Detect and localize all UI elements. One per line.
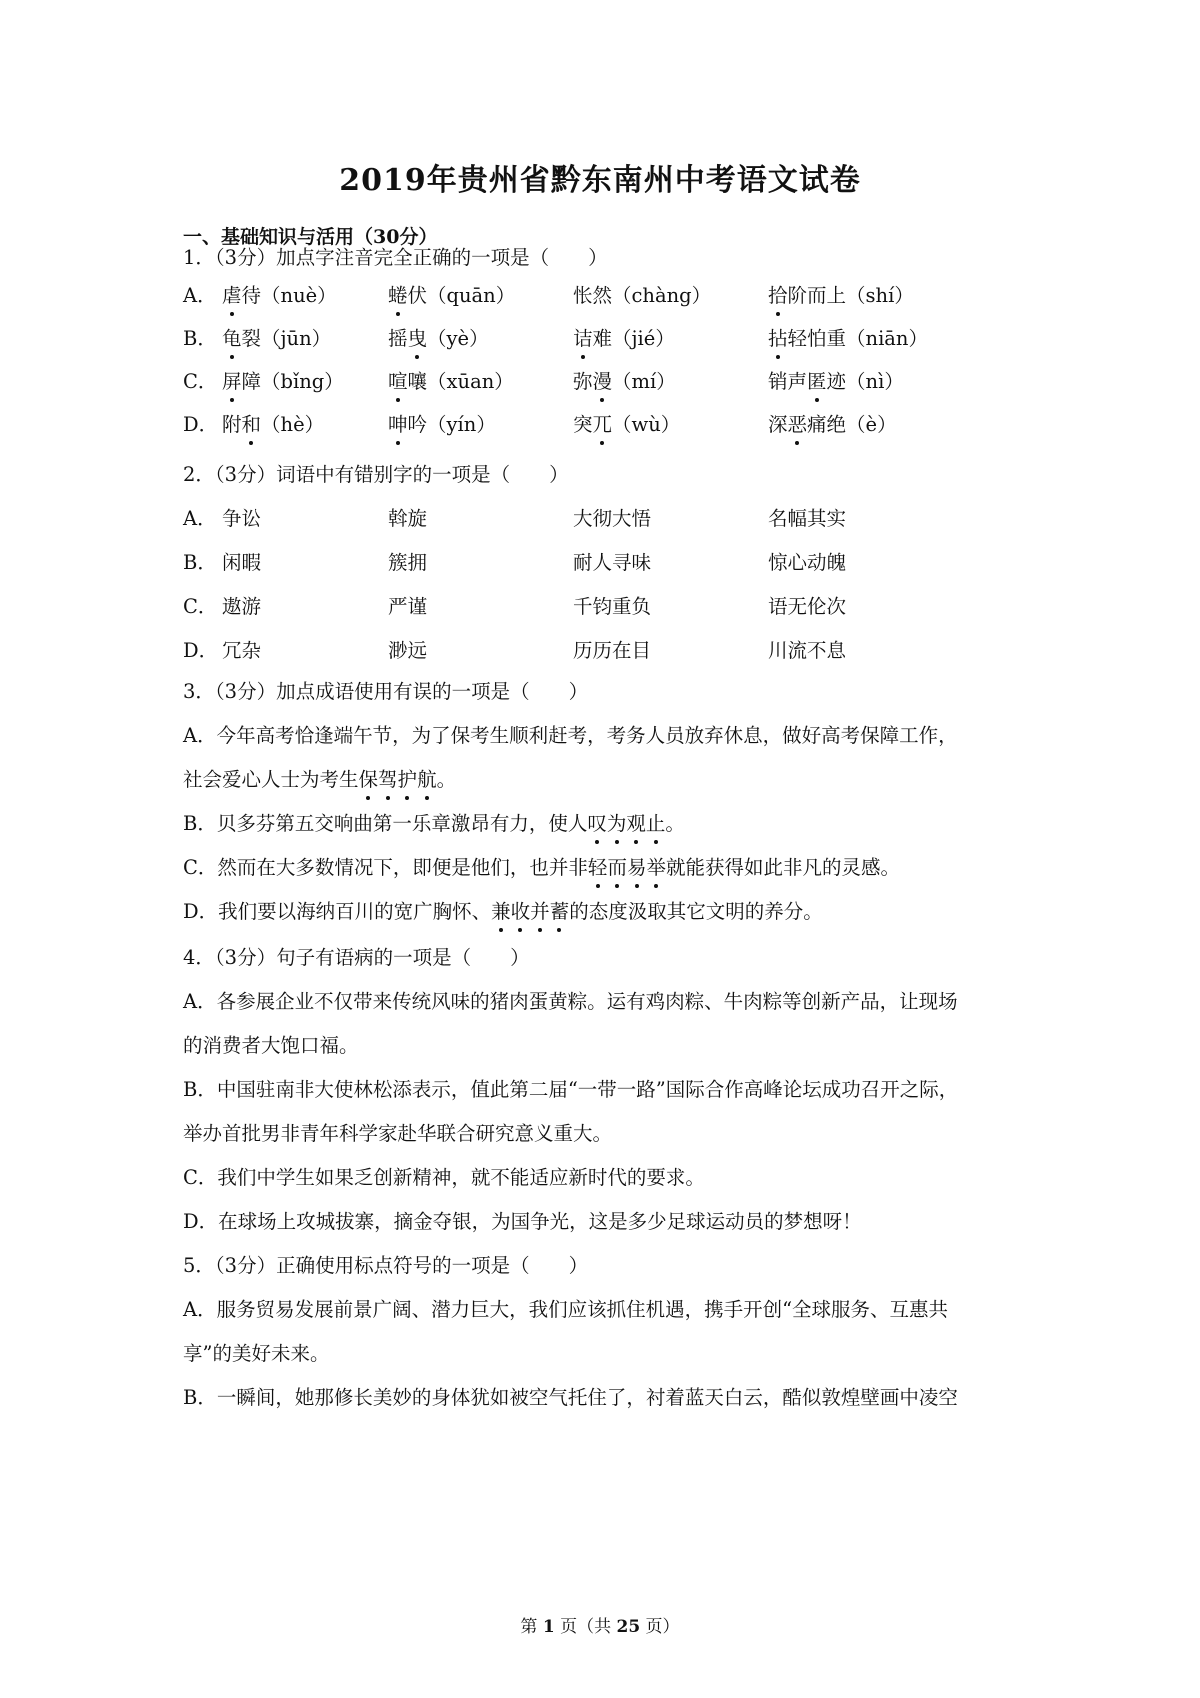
dotted-char: 兀 bbox=[593, 411, 613, 439]
dotted-idiom bbox=[491, 900, 569, 923]
dotted-char: 易 bbox=[627, 854, 647, 882]
question-3-option-b: B．贝多芬第五交响曲第一乐章激昂有力，使人叹为观止。 bbox=[183, 810, 685, 838]
dotted-char: 为 bbox=[607, 810, 627, 838]
dotted-char: 保 bbox=[359, 766, 379, 794]
option-item: 闲暇 bbox=[222, 551, 262, 574]
section-heading: 一、基础知识与活用（30分） bbox=[183, 226, 438, 248]
dotted-char: 屏 bbox=[222, 368, 242, 396]
option-item: 大彻大悟 bbox=[573, 507, 652, 530]
option-label: A． bbox=[183, 507, 217, 530]
option-item: 销声匿迹（nì） bbox=[768, 368, 904, 396]
dotted-char: 曳 bbox=[408, 325, 428, 353]
dotted-char: 航 bbox=[417, 766, 437, 794]
option-item: 龟裂（jūn） bbox=[222, 325, 331, 353]
option-label: C． bbox=[183, 595, 218, 618]
option-item: 虐待（nuè） bbox=[222, 282, 337, 310]
option-label: B． bbox=[183, 551, 217, 574]
dotted-char: 喧 bbox=[388, 368, 408, 396]
dotted-char: 呻 bbox=[388, 411, 408, 439]
dotted-idiom bbox=[359, 768, 437, 791]
option-item: 千钧重负 bbox=[573, 595, 652, 618]
option-label: C． bbox=[183, 370, 218, 393]
question-4-option-c: C．我们中学生如果乏创新精神，就不能适应新时代的要求。 bbox=[183, 1166, 705, 1189]
dotted-char: 观 bbox=[626, 810, 646, 838]
dotted-char: 叹 bbox=[587, 810, 607, 838]
option-item: 簇拥 bbox=[388, 551, 428, 574]
option-item: 争讼 bbox=[222, 507, 262, 530]
option-item: 突兀（wù） bbox=[573, 411, 680, 439]
dotted-char: 龟 bbox=[222, 325, 242, 353]
option-item: 诘难（jié） bbox=[573, 325, 675, 353]
option-item: 怅然（chàng） bbox=[573, 284, 712, 307]
option-item: 深恶痛绝（è） bbox=[768, 411, 897, 439]
option-item: 蜷伏（quān） bbox=[388, 282, 515, 310]
question-5-option-b-line1: B．一瞬间，她那修长美妙的身体犹如被空气托住了，衬着蓝天白云，酷似敦煌壁画中凌空 bbox=[183, 1386, 958, 1409]
option-item: 喧嚷（xūan） bbox=[388, 368, 514, 396]
dotted-char: 匿 bbox=[807, 368, 827, 396]
option-item: 呻吟（yín） bbox=[388, 411, 496, 439]
question-3-option-a-line1: A．今年高考恰逢端午节，为了保考生顺利赶考，考务人员放弃休息，做好高考保障工作， bbox=[183, 724, 958, 747]
dotted-char: 蓄 bbox=[550, 898, 570, 926]
dotted-char: 驾 bbox=[378, 766, 398, 794]
dotted-char: 恶 bbox=[788, 411, 808, 439]
option-item: 摇曳（yè） bbox=[388, 325, 489, 353]
option-item: 名幅其实 bbox=[768, 507, 847, 530]
dotted-idiom bbox=[587, 812, 665, 835]
question-5-option-a-line1: A．服务贸易发展前景广阔、潜力巨大，我们应该抓住机遇，携手开创“全球服务、互惠共 bbox=[183, 1298, 949, 1321]
dotted-char: 诘 bbox=[573, 325, 593, 353]
option-item: 惊心动魄 bbox=[768, 551, 847, 574]
page-number: 1 bbox=[542, 1617, 555, 1637]
option-item: 历历在目 bbox=[573, 639, 652, 662]
question-5-option-a-line2: 享”的美好未来。 bbox=[183, 1342, 330, 1365]
dotted-char: 兼 bbox=[491, 898, 511, 926]
option-item: 渺远 bbox=[388, 639, 428, 662]
option-item: 屏障（bǐng） bbox=[222, 368, 344, 396]
dotted-char: 拈 bbox=[768, 325, 788, 353]
dotted-char: 护 bbox=[398, 766, 418, 794]
option-item: 严谨 bbox=[388, 595, 428, 618]
dotted-char: 和 bbox=[242, 411, 262, 439]
dotted-char: 轻 bbox=[588, 854, 608, 882]
option-label: B． bbox=[183, 327, 217, 350]
dotted-char: 而 bbox=[607, 854, 627, 882]
question-4-option-b-line1: B．中国驻南非大使林松添表示，值此第二届“一带一路”国际合作高峰论坛成功召开之际， bbox=[183, 1078, 959, 1101]
dotted-char: 举 bbox=[646, 854, 666, 882]
option-label: D． bbox=[183, 639, 219, 662]
question-4-option-b-line2: 举办首批男非青年科学家赴华联合研究意义重大。 bbox=[183, 1122, 613, 1145]
option-item: 弥漫（mí） bbox=[573, 368, 676, 396]
option-item: 遨游 bbox=[222, 595, 262, 618]
option-label: D． bbox=[183, 413, 219, 436]
option-item: 语无伦次 bbox=[768, 595, 847, 618]
page-footer: 第 1 页（共 25 页） bbox=[520, 1617, 680, 1637]
option-item: 附和（hè） bbox=[222, 411, 324, 439]
dotted-char: 漫 bbox=[593, 368, 613, 396]
question-4-option-a-line2: 的消费者大饱口福。 bbox=[183, 1034, 359, 1057]
option-item: 拾阶而上（shí） bbox=[768, 282, 914, 310]
option-item: 冗杂 bbox=[222, 639, 262, 662]
page-total: 25 bbox=[616, 1617, 641, 1637]
dotted-char: 并 bbox=[530, 898, 550, 926]
question-4-option-a-line1: A．各参展企业不仅带来传统风味的猪肉蛋黄粽。运有鸡肉粽、牛肉粽等创新产品，让现场 bbox=[183, 990, 958, 1013]
option-label: A． bbox=[183, 284, 217, 307]
question-1-stem: 1．（3分）加点字注音完全正确的一项是（ ） bbox=[183, 246, 608, 269]
option-item: 川流不息 bbox=[768, 639, 847, 662]
dotted-char: 蜷 bbox=[388, 282, 408, 310]
question-3-option-d: D．我们要以海纳百川的宽广胸怀、兼收并蓄的态度汲取其它文明的养分。 bbox=[183, 898, 823, 926]
dotted-char: 拾 bbox=[768, 282, 788, 310]
option-item: 耐人寻味 bbox=[573, 551, 652, 574]
question-3-option-a-line2: 社会爱心人士为考生保驾护航。 bbox=[183, 766, 456, 794]
question-4-option-d: D．在球场上攻城拔寨，摘金夺银，为国争光，这是多少足球运动员的梦想呀！ bbox=[183, 1210, 862, 1233]
page-title: 2019年贵州省黔东南州中考语文试卷 bbox=[339, 163, 861, 198]
dotted-char: 虐 bbox=[222, 282, 242, 310]
question-2-stem: 2．（3分）词语中有错别字的一项是（ ） bbox=[183, 463, 569, 486]
option-item: 拈轻怕重（niān） bbox=[768, 325, 928, 353]
question-3-option-c: C．然而在大多数情况下，即便是他们，也并非轻而易举就能获得如此非凡的灵感。 bbox=[183, 854, 900, 882]
question-5-stem: 5．（3分）正确使用标点符号的一项是（ ） bbox=[183, 1254, 589, 1277]
option-item: 斡旋 bbox=[388, 507, 428, 530]
dotted-char: 收 bbox=[511, 898, 531, 926]
dotted-idiom bbox=[588, 856, 666, 879]
dotted-char: 止 bbox=[646, 810, 666, 838]
question-3-stem: 3．（3分）加点成语使用有误的一项是（ ） bbox=[183, 680, 589, 703]
question-4-stem: 4．（3分）句子有语病的一项是（ ） bbox=[183, 946, 530, 969]
